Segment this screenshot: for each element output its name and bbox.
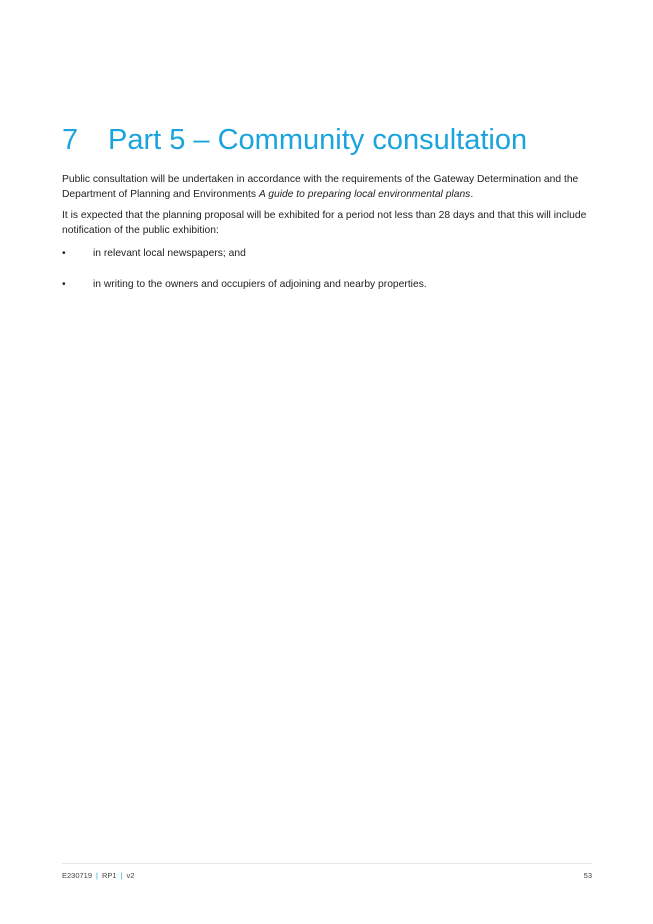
list-item-text: in relevant local newspapers; and	[93, 248, 246, 259]
section-number: 7	[62, 124, 79, 156]
page-number: 53	[583, 871, 592, 880]
footer-separator: |	[120, 871, 123, 880]
exhibition-paragraph: It is expected that the planning proposal will be exhibited for a period not less than 28 days and that this will include notification of the public exhibition:	[62, 210, 587, 236]
paragraph-text: Public consultation will be undertaken in accordance with the requirements of the Gateway Determination and the Department of Planning and Environments	[62, 174, 579, 200]
report-id: RP1	[101, 871, 117, 880]
consultation-paragraph	[62, 173, 602, 202]
bullet-icon: •	[62, 248, 66, 259]
doc-id: E230719	[62, 871, 93, 880]
footer-divider	[62, 863, 592, 864]
list-item	[62, 278, 602, 293]
guide-title: A guide to preparing local environmental plans	[258, 188, 471, 200]
footer-separator: |	[96, 871, 98, 880]
paragraph-end: .	[470, 188, 474, 200]
version: v2	[126, 871, 135, 880]
notification-list	[62, 247, 602, 309]
section-title: Part 5 – Community consultation	[108, 124, 528, 156]
list-item-text: in writing to the owners and occupiers of adjoining and nearby properties.	[93, 279, 427, 290]
bullet-icon: •	[62, 279, 66, 290]
list-item	[62, 247, 602, 262]
page-footer	[62, 870, 592, 882]
section-heading	[62, 118, 622, 162]
